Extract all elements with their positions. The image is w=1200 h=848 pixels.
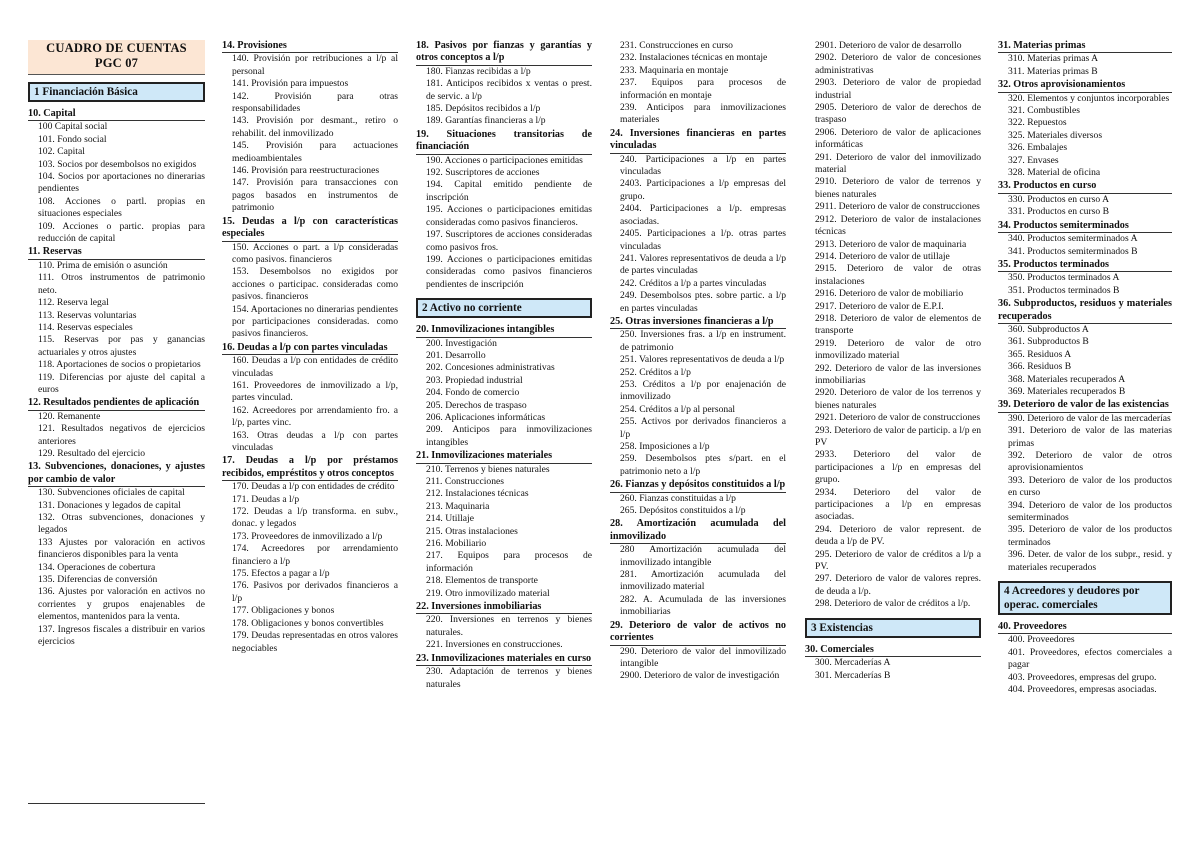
group-heading-21-inmovilizaciones-materiales: 21. Inmovilizaciones materiales: [416, 450, 592, 463]
account-2914-deterioro-de-valor-de-utillaje: 2914. Deterioro de valor de utillaje: [815, 250, 950, 262]
group-heading-31-materias-primas: 31. Materias primas: [998, 40, 1172, 53]
account-150-acciones-o-part-a-l-p-consideradas-c: 150. Acciones o part. a l/p consideradas como pasivos. financieros: [232, 241, 398, 265]
account-189-garantias-financieras-a-l-p: 189. Garantías financieras a l/p: [426, 115, 546, 127]
account-331-productos-en-curso-b: 331. Productos en curso B: [1008, 206, 1109, 218]
account-115-reservas-por-pas-y-ganancias-actuari: 115. Reservas por pas y ganancias actuariales y otros ajustes: [38, 334, 205, 358]
section-heading-1-financiacion-basica: 1 Financiación Básica: [28, 82, 205, 102]
account-221-inversiones-en-construcciones: 221. Inversiones en construcciones.: [426, 639, 563, 651]
account-2918-deterioro-de-valor-de-elementos-de-: 2918. Deterioro de valor de elementos de transporte: [815, 312, 981, 337]
account-350-productos-terminados-a: 350. Productos terminados A: [1008, 272, 1120, 284]
account-109-acciones-o-partic-propias-para-reduc: 109. Acciones o partic. propias para reducción de capital: [38, 220, 205, 245]
account-2910-deterioro-de-valor-de-terrenos-y-bi: 2910. Deterioro de valor de terrenos y bienes naturales: [815, 176, 981, 200]
group-heading-20-inmovilizaciones-intangibles: 20. Inmovilizaciones intangibles: [416, 324, 592, 337]
account-161-proveedores-de-inmovilizado-a-l-p-pa: 161. Proveedores de inmovilizado a l/p, partes vinculad.: [232, 379, 398, 404]
account-190-acciones-o-participaciones-emitidas: 190. Acciones o participaciones emitidas: [426, 154, 583, 166]
account-251-valores-representativos-de-deuda-a-l: 251. Valores representativos de deuda a l/p: [620, 354, 785, 366]
account-322-repuestos: 322. Repuestos: [1008, 117, 1067, 129]
account-174-acreedores-por-arrendamiento-financi: 174. Acreedores por arrendamiento financiero a l/p: [232, 543, 398, 567]
account-2906-deterioro-de-valor-de-aplicaciones-: 2906. Deterioro de valor de aplicaciones informáticas: [815, 126, 981, 151]
group-heading-22-inversiones-inmobiliarias: 22. Inversiones inmobiliarias: [416, 601, 592, 614]
account-361-subproductos-b: 361. Subproductos B: [1008, 336, 1089, 348]
account-394-deterioro-de-valor-de-los-productos-: 394. Deterioro de valor de los productos semiterminados: [1008, 499, 1172, 524]
account-330-productos-en-curso-a: 330. Productos en curso A: [1008, 193, 1109, 205]
column-6: [998, 40, 1172, 810]
account-217-equipos-para-procesos-de-informacion: 217. Equipos para procesos de información: [426, 550, 592, 574]
account-211-construcciones: 211. Construcciones: [426, 476, 504, 487]
account-204-fondo-de-comercio: 204. Fondo de comercio: [426, 387, 520, 399]
account-2913-deterioro-de-valor-de-maquinaria: 2913. Deterioro de valor de maquinaria: [815, 238, 967, 250]
account-2916-deterioro-de-valor-de-mobiliario: 2916. Deterioro de valor de mobiliario: [815, 288, 964, 300]
account-179-deudas-representadas-en-otros-valore: 179. Deudas representadas en otros valores negociables: [232, 630, 398, 654]
account-260-fianzas-constituidas-a-l-p: 260. Fianzas constituidas a l/p: [620, 492, 736, 504]
account-2404-participaciones-a-l-p-empresas-asoc: 2404. Participaciones a l/p. empresas asociadas.: [620, 203, 786, 227]
account-195-acciones-o-participaciones-emitidas-: 195. Acciones o participaciones emitidas consideradas como pasivos financieros.: [426, 204, 592, 228]
account-320-elementos-y-conjuntos-incorporables: 320. Elementos y conjuntos incorporables: [1008, 92, 1170, 104]
group-heading-36-subproductos-residuos-y-materiales-re: 36. Subproductos, residuos y materiales recuperados: [998, 298, 1172, 324]
account-326-embalajes: 326. Embalajes: [1008, 142, 1068, 154]
group-heading-24-inversiones-financieras-en-partes-vin: 24. Inversiones financieras en partes vinculadas: [610, 128, 786, 154]
account-294-deterioro-de-valor-represent-de-deud: 294. Deterioro de valor represent. de deuda a l/p de PV.: [815, 523, 981, 548]
account-239-anticipos-para-inmovilizaciones-mate: 239. Anticipos para inmovilizaciones materiales: [620, 102, 786, 126]
account-134-operaciones-de-cobertura: 134. Operaciones de cobertura: [38, 561, 156, 573]
account-310-materias-primas-a: 310. Materias primas A: [1008, 53, 1099, 65]
account-2912-deterioro-de-valor-de-instalaciones: 2912. Deterioro de valor de instalaciones técnicas: [815, 213, 981, 238]
account-178-obligaciones-y-bonos-convertibles: 178. Obligaciones y bonos convertibles: [232, 617, 384, 629]
account-194-capital-emitido-pendiente-de-inscrip: 194. Capital emitido pendiente de inscripción: [426, 179, 592, 203]
account-181-anticipos-recibidos-x-ventas-o-prest: 181. Anticipos recibidos x ventas o prest. de servic. a l/p: [426, 78, 592, 102]
account-293-deterioro-de-valor-de-particip-a-l-p: 293. Deterioro de valor de particip. a l/p en PV: [815, 424, 981, 448]
group-heading-33-productos-en-curso: 33. Productos en curso: [998, 180, 1172, 193]
account-250-inversiones-fras-a-l-p-en-instrument: 250. Inversiones fras. a l/p en instrument. de patrimonio: [620, 329, 786, 353]
section-heading-3-existencias: 3 Existencias: [805, 618, 981, 638]
account-403-proveedores-empresas-del-grupo: 403. Proveedores, empresas del grupo.: [1008, 671, 1157, 683]
document-title-line-1: CUADRO DE CUENTAS: [46, 41, 187, 55]
group-heading-11-reservas: 11. Reservas: [28, 246, 205, 259]
account-2934-deterioro-del-valor-de-participacio: 2934. Deterioro del valor de participaciones a l/p en empresas asociadas.: [815, 486, 981, 523]
account-102-capital: 102. Capital: [38, 146, 85, 158]
account-197-suscriptores-de-acciones-considerada: 197. Suscriptores de acciones consideradas como pasivos fros.: [426, 229, 592, 253]
account-2911-deterioro-de-valor-de-construccione: 2911. Deterioro de valor de construcciones: [815, 201, 980, 213]
account-290-deterioro-de-valor-del-inmovilizado-: 290. Deterioro de valor del inmovilizado intangible: [620, 645, 786, 669]
account-351-productos-terminados-b: 351. Productos terminados B: [1008, 284, 1120, 296]
account-170-deudas-a-l-p-con-entidades-de-credit: 170. Deudas a l/p con entidades de crédito: [232, 481, 395, 493]
group-heading-34-productos-semiterminados: 34. Productos semiterminados: [998, 220, 1172, 233]
account-171-deudas-a-l-p: 171. Deudas a l/p: [232, 493, 300, 505]
account-118-aportaciones-de-socios-o-propietario: 118. Aportaciones de socios o propietarios: [38, 359, 201, 371]
group-heading-35-productos-terminados: 35. Productos terminados: [998, 259, 1172, 272]
account-216-mobiliario: 216. Mobiliario: [426, 538, 487, 550]
account-328-material-de-oficina: 328. Material de oficina: [1008, 167, 1101, 179]
account-240-participaciones-a-l-p-en-partes-vinc: 240. Participaciones a l/p en partes vinculadas: [620, 153, 786, 178]
account-2917-deterioro-de-valor-de-e-p-i: 2917. Deterioro de valor de E.P.I.: [815, 300, 944, 312]
account-103-socios-por-desembolsos-no-exigidos: 103. Socios por desembolsos no exigidos: [38, 158, 197, 170]
group-heading-26-fianzas-y-depositos-constituidos-a-l-: 26. Fianzas y depósitos constituidos a l/p: [610, 479, 786, 492]
column-1: [28, 40, 205, 810]
group-heading-12-resultados-pendientes-de-aplicacion: 12. Resultados pendientes de aplicación: [28, 397, 205, 410]
account-2921-deterioro-de-valor-de-construccione: 2921. Deterioro de valor de construcciones: [815, 412, 981, 424]
account-203-propiedad-industrial: 203. Propiedad industrial: [426, 374, 523, 386]
account-291-deterioro-de-valor-del-inmovilizado-: 291. Deterioro de valor del inmovilizado material: [815, 151, 981, 176]
group-heading-16-deudas-a-l-p-con-partes-vinculadas: 16. Deudas a l/p con partes vinculadas: [222, 342, 398, 355]
group-heading-28-amortizacion-acumulada-del-inmoviliza: 28. Amortización acumulada del inmovilizado: [610, 518, 786, 544]
account-242-creditos-a-l-p-a-partes-vinculadas: 242. Créditos a l/p a partes vinculadas: [620, 277, 767, 289]
account-202-concesiones-administrativas: 202. Concesiones administrativas: [426, 362, 555, 374]
column-4: [610, 40, 786, 810]
footer-divider: [28, 803, 205, 804]
group-heading-40-proveedores: 40. Proveedores: [998, 621, 1172, 634]
account-253-creditos-a-l-p-por-enajenacion-de-in: 253. Créditos a l/p por enajenación de inmovilizado: [620, 378, 786, 403]
group-heading-19-situaciones-transitorias-de-financiac: 19. Situaciones transitorias de financiación: [416, 129, 592, 155]
account-360-subproductos-a: 360. Subproductos A: [1008, 323, 1089, 335]
account-176-pasivos-por-derivados-financieros-a-: 176. Pasivos por derivados financieros a l/p: [232, 580, 398, 604]
account-132-otras-subvenciones-donaciones-y-lega: 132. Otras subvenciones, donaciones y legados: [38, 512, 205, 536]
account-230-adaptacion-de-terrenos-y-bienes-natu: 230. Adaptación de terrenos y bienes naturales: [426, 666, 592, 690]
account-173-proveedores-de-inmovilizado-a-l-p: 173. Proveedores de inmovilizado a l/p: [232, 530, 383, 542]
account-121-resultados-negativos-de-ejercicios-a: 121. Resultados negativos de ejercicios anteriores: [38, 423, 205, 447]
account-110-prima-de-emision-o-asuncion: 110. Prima de emisión o asunción: [38, 259, 168, 271]
account-2919-deterioro-de-valor-de-otro-inmovili: 2919. Deterioro de valor de otro inmovilizado material: [815, 337, 981, 362]
account-365-residuos-a: 365. Residuos A: [1008, 348, 1072, 360]
group-heading-32-otros-aprovisionamientos: 32. Otros aprovisionamientos: [998, 79, 1172, 92]
account-136-ajustes-por-valoracion-en-activos-no: 136. Ajustes por valoración en activos no corrientes y grupos enajenables de elementos, mantenidos para la venta.: [38, 586, 205, 623]
account-163-otras-deudas-a-l-p-con-partes-vincul: 163. Otras deudas a l/p con partes vinculadas: [232, 429, 398, 453]
account-206-aplicaciones-informaticas: 206. Aplicaciones informáticas: [426, 411, 546, 423]
group-heading-25-otras-inversiones-financieras-a-l-p: 25. Otras inversiones financieras a l/p: [610, 316, 786, 329]
account-400-proveedores: 400. Proveedores: [1008, 634, 1075, 646]
account-241-valores-representativos-de-deuda-a-l: 241. Valores representativos de deuda a l/p de partes vinculadas: [620, 252, 786, 277]
account-213-maquinaria: 213. Maquinaria: [426, 500, 490, 512]
account-391-deterioro-de-valor-de-las-materias-p: 391. Deterioro de valor de las materias primas: [1008, 425, 1172, 449]
account-325-materiales-diversos: 325. Materiales diversos: [1008, 129, 1103, 141]
account-404-proveedores-empresas-asociadas: 404. Proveedores, empresas asociadas.: [1008, 684, 1157, 696]
account-218-elementos-de-transporte: 218. Elementos de transporte: [426, 575, 538, 587]
account-395-deterioro-de-valor-de-los-productos-: 395. Deterioro de valor de los productos terminados: [1008, 524, 1172, 548]
account-220-inversiones-en-terrenos-y-bienes-nat: 220. Inversiones en terrenos y bienes naturales.: [426, 614, 592, 638]
account-392-deterioro-de-valor-de-otros-aprovisi: 392. Deterioro de valor de otros aprovisionamientos: [1008, 450, 1172, 474]
account-295-deterioro-de-valor-de-creditos-a-l-p: 295. Deterioro de valor de créditos a l/p a PV.: [815, 548, 981, 573]
account-341-productos-semiterminados-b: 341. Productos semiterminados B: [1008, 245, 1138, 257]
account-135-diferencias-de-conversion: 135. Diferencias de conversión: [38, 574, 158, 586]
account-2901-deterioro-de-valor-de-desarrollo: 2901. Deterioro de valor de desarrollo: [815, 40, 962, 51]
account-321-combustibles: 321. Combustibles: [1008, 105, 1080, 117]
account-119-diferencias-por-ajuste-del-capital-a: 119. Diferencias por ajuste del capital a euros: [38, 371, 205, 395]
account-2405-participaciones-a-l-p-otras-partes-: 2405. Participaciones a l/p. otras partes vinculadas: [620, 228, 786, 252]
group-heading-30-comerciales: 30. Comerciales: [805, 644, 981, 657]
account-162-acreedores-por-arrendamiento-fro-a-l: 162. Acreedores por arrendamiento fro. a l/p, partes vinc.: [232, 404, 398, 429]
column-3: [416, 40, 592, 810]
account-2915-deterioro-de-valor-de-otras-instala: 2915. Deterioro de valor de otras instalaciones: [815, 263, 981, 287]
account-249-desembolsos-ptes-sobre-partic-a-l-p-: 249. Desembolsos ptes. sobre partic. a l/p en partes vinculadas: [620, 290, 786, 314]
document-title-line-2: PGC 07: [94, 56, 139, 70]
account-254-creditos-a-l-p-al-personal: 254. Créditos a l/p al personal: [620, 403, 736, 415]
account-2900-deterioro-de-valor-de-investigacion: 2900. Deterioro de valor de investigación: [620, 670, 780, 682]
account-2920-deterioro-de-valor-de-los-terrenos-: 2920. Deterioro de valor de los terrenos y bienes naturales: [815, 387, 981, 411]
account-133-ajustes-por-valoracion-en-activos-fi: 133 Ajustes por valoración en activos financieros disponibles para la venta: [38, 536, 205, 561]
account-180-fianzas-recibidas-a-l-p: 180. Fianzas recibidas a l/p: [426, 65, 531, 77]
account-401-proveedores-efectos-comerciales-a-pa: 401. Proveedores, efectos comerciales a pagar: [1008, 646, 1172, 671]
account-153-desembolsos-no-exigidos-por-acciones: 153. Desembolsos no exigidos por acciones o participac. consideradas como pasivos. financieros: [232, 266, 398, 303]
account-108-acciones-o-partl-propias-en-situacio: 108. Acciones o partl. propias en situaciones especiales: [38, 195, 205, 220]
account-200-investigacion: 200. Investigación: [426, 337, 497, 349]
column-2: [222, 40, 398, 810]
account-219-otro-inmovilizado-material: 219. Otro inmovilizado material: [426, 587, 550, 599]
account-145-provision-para-actuaciones-medioambi: 145. Provisión para actuaciones medioambientales: [232, 140, 398, 164]
document-title: [28, 40, 205, 75]
account-120-remanente: 120. Remanente: [38, 410, 101, 422]
account-233-maquinaria-en-montaje: 233. Maquinaria en montaje: [620, 64, 729, 76]
account-2403-participaciones-a-l-p-empresas-del-: 2403. Participaciones a l/p empresas del grupo.: [620, 178, 786, 202]
account-172-deudas-a-l-p-transforma-en-subv-dona: 172. Deudas a l/p transforma. en subv., donac. y legados: [232, 506, 398, 530]
account-280-amortizacion-acumulada-del-inmoviliz: 280 Amortización acumulada del inmovilizado intangible: [620, 544, 786, 568]
account-112-reserva-legal: 112. Reserva legal: [38, 297, 109, 309]
account-265-depositos-constituidos-a-l-p: 265. Depósitos constituidos a l/p: [620, 505, 746, 517]
section-heading-2-activo-no-corriente: 2 Activo no corriente: [416, 298, 592, 318]
account-366-residuos-b: 366. Residuos B: [1008, 361, 1072, 373]
account-130-subvenciones-oficiales-de-capital: 130. Subvenciones oficiales de capital: [38, 487, 185, 499]
account-175-efectos-a-pagar-a-l-p: 175. Efectos a pagar a l/p: [232, 568, 330, 580]
account-146-provision-para-reestructuraciones: 146. Provisión para reestructuraciones: [232, 165, 380, 177]
group-heading-17-deudas-a-l-p-por-prestamos-recibidos-: 17. Deudas a l/p por préstamos recibidos, empréstitos y otros conceptos: [222, 455, 398, 481]
account-368-materiales-recuperados-a: 368. Materiales recuperados A: [1008, 373, 1126, 385]
account-212-instalaciones-tecnicas: 212. Instalaciones técnicas: [426, 488, 529, 500]
account-192-suscriptores-de-acciones: 192. Suscriptores de acciones: [426, 167, 540, 179]
account-131-donaciones-y-legados-de-capital: 131. Donaciones y legados de capital: [38, 499, 181, 511]
account-114-reservas-especiales: 114. Reservas especiales: [38, 321, 133, 333]
account-237-equipos-para-procesos-de-informacion: 237. Equipos para procesos de información en montaje: [620, 77, 786, 101]
account-396-deter-de-valor-de-los-subpr-resid-y-: 396. Deter. de valor de los subpr., resid. y materiales recuperados: [1008, 549, 1172, 573]
account-369-materiales-recuperados-b: 369. Materiales recuperados B: [1008, 385, 1126, 397]
account-252-creditos-a-l-p: 252. Créditos a l/p: [620, 366, 691, 378]
account-104-socios-por-aportaciones-no-dineraria: 104. Socios por aportaciones no dinerarias pendientes: [38, 171, 205, 195]
account-282-a-acumulada-de-las-inversiones-inmob: 282. A. Acumulada de las inversiones inmobiliarias: [620, 593, 786, 618]
account-129-resultado-del-ejercicio: 129. Resultado del ejercicio: [38, 447, 146, 459]
account-327-envases: 327. Envases: [1008, 154, 1059, 166]
account-185-depositos-recibidos-a-l-p: 185. Depósitos recibidos a l/p: [426, 103, 541, 115]
account-281-amortizacion-acumulada-del-inmoviliz: 281. Amortización acumulada del inmovilizado material: [620, 569, 786, 593]
account-390-deterioro-de-valor-de-las-mercaderia: 390. Deterioro de valor de las mercaderías: [1008, 412, 1171, 424]
group-heading-29-deterioro-de-valor-de-activos-no-corr: 29. Deterioro de valor de activos no corrientes: [610, 620, 786, 646]
account-258-imposiciones-a-l-p: 258. Imposiciones a l/p: [620, 441, 710, 452]
account-301-mercaderias-b: 301. Mercaderías B: [815, 669, 891, 681]
account-292-deterioro-de-valor-de-las-inversione: 292. Deterioro de valor de las inversiones inmobiliarias: [815, 362, 981, 386]
account-215-otras-instalaciones: 215. Otras instalaciones: [426, 525, 518, 537]
account-209-anticipos-para-inmovilizaciones-inta: 209. Anticipos para inmovilizaciones intangibles: [426, 424, 592, 448]
account-113-reservas-voluntarias: 113. Reservas voluntarias: [38, 309, 137, 321]
group-heading-15-deudas-a-l-p-con-caracteristicas-espe: 15. Deudas a l/p con características especiales: [222, 216, 398, 242]
account-259-desembolsos-ptes-s-part-en-el-patrim: 259. Desembolsos ptes s/part. en el patrimonio neto a l/p: [620, 453, 786, 477]
account-154-aportaciones-no-dinerarias-pendiente: 154. Aportaciones no dinerarias pendientes por participaciones consideradas. como pasivos financieros.: [232, 303, 398, 340]
account-214-utillaje: 214. Utillaje: [426, 513, 474, 525]
account-199-acciones-o-participaciones-emitidas-: 199. Acciones o participaciones emitidas consideradas como pasivos financieros pendientes de inscripción: [426, 253, 592, 290]
section-heading-4-acreedores-y-deudores-por-operac-comer: 4 Acreedores y deudores por operac. comerciales: [998, 581, 1172, 615]
group-heading-10-capital: 10. Capital: [28, 108, 205, 121]
account-231-construcciones-en-curso: 231. Construcciones en curso: [620, 40, 733, 51]
account-111-otros-instrumentos-de-patrimonio-net: 111. Otros instrumentos de patrimonio neto.: [38, 272, 205, 296]
account-300-mercaderias-a: 300. Mercaderías A: [815, 657, 891, 669]
account-297-deterioro-de-valor-de-valores-repres: 297. Deterioro de valor de valores repres. de deuda a l/p.: [815, 573, 981, 597]
group-heading-18-pasivos-por-fianzas-y-garantias-y-otr: 18. Pasivos por fianzas y garantías y otros conceptos a l/p: [416, 40, 592, 66]
account-142-provision-para-otras-responsabilidad: 142. Provisión para otras responsabilidades: [232, 90, 398, 115]
account-205-derechos-de-traspaso: 205. Derechos de traspaso: [426, 399, 527, 411]
account-298-deterioro-de-valor-de-creditos-a-l-p: 298. Deterioro de valor de créditos a l/p.: [815, 598, 971, 610]
account-137-ingresos-fiscales-a-distribuir-en-va: 137. Ingresos fiscales a distribuir en varios ejercicios: [38, 623, 205, 648]
account-160-deudas-a-l-p-con-entidades-de-credit: 160. Deudas a l/p con entidades de crédito vinculadas: [232, 355, 398, 379]
account-177-obligaciones-y-bonos: 177. Obligaciones y bonos: [232, 605, 335, 617]
account-2905-deterioro-de-valor-de-derechos-de-t: 2905. Deterioro de valor de derechos de traspaso: [815, 102, 981, 126]
account-2933-deterioro-del-valor-de-participacio: 2933. Deterioro del valor de participaciones a l/p en empresas del grupo.: [815, 449, 981, 486]
group-heading-13-subvenciones-donaciones-y-ajustes-por: 13. Subvenciones, donaciones, y ajustes por cambio de valor: [28, 461, 205, 487]
account-311-materias-primas-b: 311. Materias primas B: [1008, 65, 1098, 77]
group-heading-23-inmovilizaciones-materiales-en-curso: 23. Inmovilizaciones materiales en curso: [416, 653, 592, 666]
account-140-provision-por-retribuciones-a-l-p-al: 140. Provisión por retribuciones a l/p al personal: [232, 53, 398, 77]
group-heading-14-provisiones: 14. Provisiones: [222, 40, 398, 53]
account-210-terrenos-y-bienes-naturales: 210. Terrenos y bienes naturales: [426, 463, 550, 475]
account-201-desarrollo: 201. Desarrollo: [426, 349, 486, 361]
account-100-capital-social: 100 Capital social: [38, 121, 108, 133]
account-255-activos-por-derivados-financieros-a-: 255. Activos por derivados financieros a l/p: [620, 416, 786, 440]
account-101-fondo-social: 101. Fondo social: [38, 133, 107, 145]
account-232-instalaciones-tecnicas-en-montaje: 232. Instalaciones técnicas en montaje: [620, 52, 768, 64]
column-5: [805, 40, 981, 810]
group-heading-39-deterioro-de-valor-de-las-existencias: 39. Deterioro de valor de las existencias: [998, 399, 1172, 412]
account-393-deterioro-de-valor-de-los-productos-: 393. Deterioro de valor de los productos en curso: [1008, 474, 1172, 499]
account-141-provision-para-impuestos: 141. Provisión para impuestos: [232, 78, 349, 90]
account-143-provision-por-desmant-retiro-o-rehab: 143. Provisión por desmant., retiro o rehabilit. del inmovilizado: [232, 115, 398, 139]
account-147-provision-para-transacciones-con-pag: 147. Provisión para transacciones con pagos basados en instrumentos de patrimonio: [232, 177, 398, 214]
account-2903-deterioro-de-valor-de-propiedad-ind: 2903. Deterioro de valor de propiedad industrial: [815, 77, 981, 101]
account-2902-deterioro-de-valor-de-concesiones-a: 2902. Deterioro de valor de concesiones administrativas: [815, 52, 981, 76]
account-340-productos-semiterminados-a: 340. Productos semiterminados A: [1008, 233, 1138, 245]
